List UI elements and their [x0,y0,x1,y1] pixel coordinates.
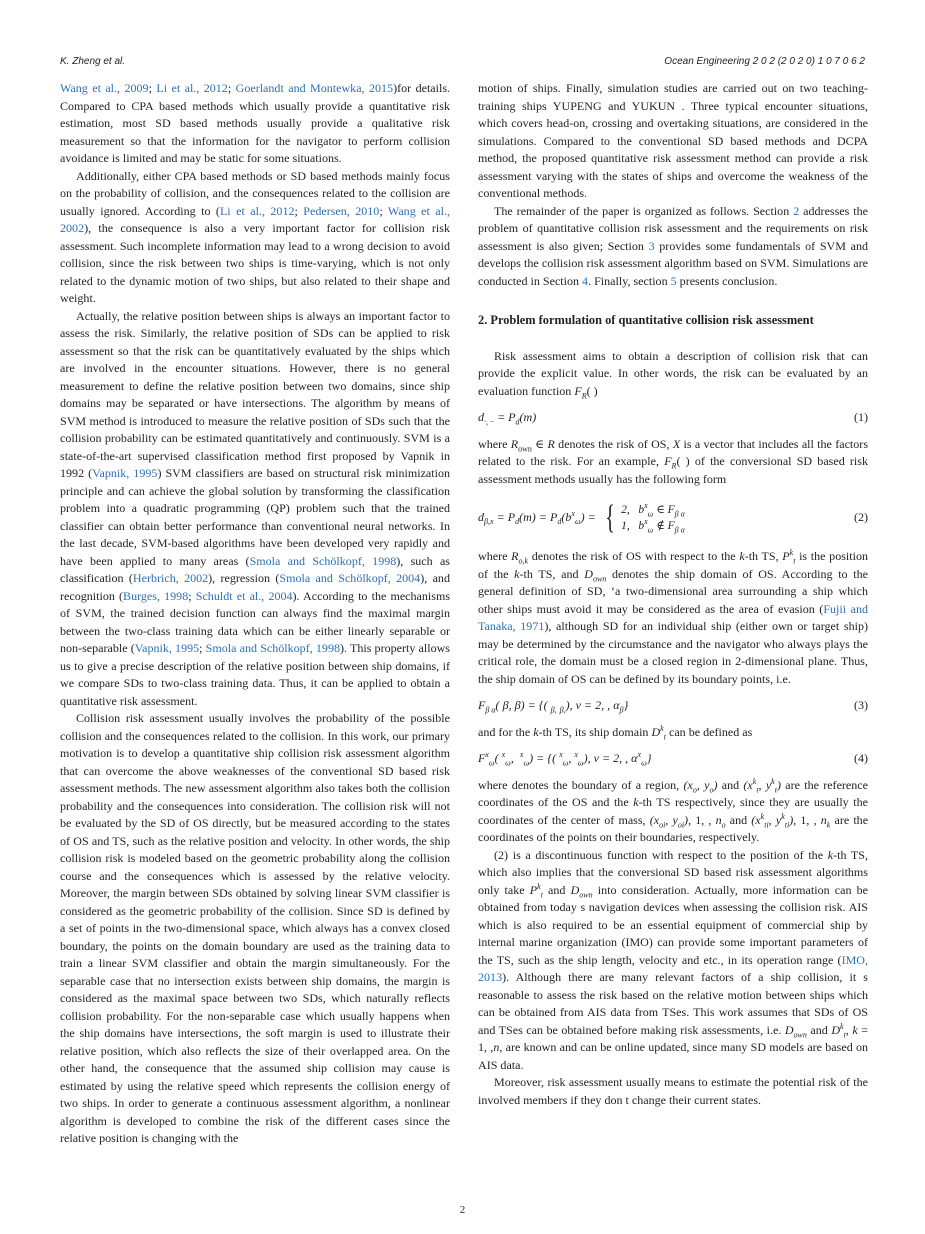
text-run: , are known and can be online updated, since many SD models are based on AIS data. [478,1040,869,1072]
equation-body [478,409,536,427]
math-subscript: β α [674,509,685,519]
text-run: presents conclusion. [676,273,778,288]
header-authors: K. Zheng et al. [60,56,126,67]
text-run: and [717,777,744,792]
text-run: denotes the risk of OS, [554,436,673,451]
text-run: are the reference coordinates of the OS and the [478,777,868,809]
text-run: can be defined as [665,724,753,739]
math-subscript: R [581,390,587,400]
equation-number: (3) [853,698,868,712]
text-run: and for the [478,724,534,739]
math-subscript: t [663,731,666,741]
math-subscript: ω [562,758,569,768]
text-run: -th TS, which also implies that the conversional SD based risk assessment algorithms only take [478,847,868,897]
text-run: ( ) of the conversional SD based risk assessment methods usually has the following form [478,454,868,486]
math-subscript: own [518,443,532,453]
math-symbol: ∈ F [653,504,675,516]
case-line-1 [621,502,685,518]
math-subscript: d [515,517,520,527]
section-link[interactable]: 5 [670,273,677,288]
math-superscript: k [537,881,541,891]
text-run: ), such as classification ( [60,553,450,585]
math-subscript: o [659,819,664,829]
math-subscript: ·, ·· [484,417,495,427]
citation-link[interactable]: Wang et al., 2009 [60,81,149,95]
math-symbol: ( [494,751,502,765]
running-head [60,56,865,67]
math-symbol: k [739,549,745,563]
case-lines [621,502,685,534]
math-symbol: ), v = 2, , α [565,698,620,712]
citation-link[interactable]: Burges, 1998 [123,588,189,603]
text-run: where denotes the boundary of a region, [478,777,684,792]
equation-body [478,501,685,535]
math-symbol: F [664,454,672,468]
text-run: ; [188,588,196,603]
math-symbol: X [672,436,681,451]
math-superscript: k [840,1021,844,1031]
text-run: -th TS respectively, since they are usually the coordinates of the center of mass, [478,795,868,827]
text-run: into consideration. Actually, more information can be obtained from today s navigation devices when assessing the collision risk. AIS which is also required to be an essential equipment of commercial ship by internal marine organization (IMO) can provide some important parameters of the TS, such as the ship length, velocity and etc., in its operation range ( [478,882,869,967]
math-symbol: , y [696,777,710,792]
math-subscript: β,x [484,517,494,527]
page-number: 2 [459,1204,466,1216]
math-symbol: D [831,1022,841,1037]
right-paragraph-7 [478,777,868,847]
math-symbol: F [478,698,486,712]
text-run: are the coordinates of the points on their boundaries, respectively. [478,812,869,844]
math-subscript: k [826,819,831,829]
math-subscript: d [557,517,562,527]
case-line-2 [621,518,685,534]
left-column [60,80,450,1148]
math-subscript: ω [523,758,530,768]
math-symbol: n [493,1040,500,1054]
text-run: ), although SD for an individual ship (either own or target ship) may be determined by the circumstance and the navigator who always plays the critical role, the domain must be a closed region in 2-dimensional plane. Thus, the ship domain of OS can be defined by its boundary points, i.e. [478,619,868,686]
math-subscript: ω [488,758,495,768]
text-run: ), and recognition ( [60,571,450,603]
math-symbol: } [646,751,652,765]
math-symbol: ) = {( [529,751,560,765]
math-subscript: own [579,889,593,899]
math-symbol: } [623,698,629,712]
math-symbol: (m) [519,410,537,424]
left-brace-icon: { [605,499,615,536]
citation-link[interactable]: Vapnik, 1995 [92,466,158,480]
math-superscript: x [574,749,578,759]
math-symbol: (x [743,777,753,792]
text-run: where [478,436,511,451]
math-superscript: x [637,749,642,759]
math-subscript: β, [559,705,566,715]
math-symbol: D [784,1022,794,1037]
equation-body: $F^x_\omega$( $^x_\omega$, $^x_\omega$) = {( $^x_\omega$, $^x_\omega$), v = 2, , $\alpha^x_\omega$} [478,749,652,768]
citation-link[interactable]: Schuldt et al., 2004 [195,588,293,603]
text-run: ; [379,203,388,218]
math-symbol: (x [683,777,693,792]
math-superscript: k [771,776,775,786]
math-subscript: ω [574,517,581,527]
math-symbol: P [529,882,538,897]
math-subscript: t [764,819,767,829]
text-run: Additionally, either CPA based methods or SD based methods mainly focus on the probability of collision, and the consequences related to the collision are usually ignored. According to ( [60,168,450,218]
math-symbol: = P [494,410,516,424]
section-link[interactable]: 4 [582,273,589,288]
math-symbol: k [533,724,539,739]
math-subscript: t [793,556,796,566]
citation-link[interactable]: Goerlandt and Montewka, 2015 [235,81,394,95]
math-superscript: x [644,501,648,511]
equation-number: (2) [853,510,868,525]
math-subscript: o [677,819,682,829]
math-symbol: ( β, β) = {( [495,698,551,712]
math-subscript: t [784,819,787,829]
math-superscript: x [519,749,524,759]
right-paragraph-3 [478,348,868,401]
citation-link[interactable]: Wang et al., 2002 [60,203,451,235]
right-paragraph-6 [478,724,868,742]
math-subscript: own [592,573,607,583]
text-run: and [725,812,752,827]
text-run: denotes the risk of OS with respect to the [528,549,740,563]
left-paragraph-2 [60,168,450,308]
right-paragraph-9: Moreover, risk assessment usually means to estimate the potential risk of the involved members if they don t change their current states. [478,1075,868,1107]
math-symbol: D [570,882,580,897]
math-symbol: ) [776,777,781,792]
citation-link[interactable]: Li et al., 2012 [156,81,228,95]
left-paragraph-4: Collision risk assessment usually involves the probability of the possible collision and the consequences related to the collision. In this work, our primary motivation is to develop a quantitative ship collision risk assessment algorithm that can overcome the above weaknesses of the conventional SD based risk assessment methods. The new assessment algorithm also takes both the collision probability and the consequences into consideration. The collision risk will not be evaluated by the SD of OS directly, but be measured according to the states of OS and TS, such as the relative position and velocity. In other words, the ship collision risk is modeled based on the geometric probability along the collision course and the consequences which is assessed by the relative velocity. Moreover, the margin between SDs obtained by solving linear SVM classifier is considered as the geometric probability of the collision. Since SD is defined by a set of points in the two-dimensional space, which always has a convex closed boundary, the points on the domain boundary are used as the training data to train a linear SVM classifier and obtain the margin simultaneously. For the separable case that no intersection exists between ship domains, the margin is considered as the maximal space between two SDs, which naturally reflects collision probability. For the non-separable case which usually happens when the ship domains have intersections, the soft margin is used to illustrate their relative position, which also reflects the size of their overlapped area. On the other hand, the consequence that the assumed ship collision may cause is estimated by using the relative speed which represents the collision energy of two ships. In order to generate a continuous assessment algorithm, a nonlinear algorithm is developed to combine the risk of the different cases since the relative position is changing with the [60,711,450,1145]
right-paragraph-4 [478,436,868,489]
text-run: ), the consequence is also a very important factor for collision risk assessment. Such incomplete information may lead to a wrong decision to avoid collision, since the risk between two ships is time-varying, which is not only related to the dynamic motion of two ships, but also related to their shape and weight. [60,221,450,305]
math-symbol: , y [768,812,782,827]
math-symbol: (x [649,812,660,827]
math-symbol: R [547,436,555,451]
math-symbol: D [584,566,593,581]
math-symbol: R [510,436,519,451]
text-run: ). Although there are many relevant factors of a ship collision, it s reasonable to assess the risk based on the relative motion between ships which can be obtained from AIS data from TSes. This work assumes that SDs of OS and TSes can be obtained before making risk assessments, i.e. [478,970,868,1037]
math-superscript: k [660,723,664,733]
math-subscript: i [681,819,685,829]
citation-link[interactable]: Vapnik, 1995 [134,641,200,655]
math-symbol: F [478,751,486,765]
equation-number: (4) [853,751,868,765]
text-run: Actually, the relative position between ships is always an important factor to assess the risk. Similarly, the relative position of SDs can be applied to risk assessment so that the risk can be quantitatively evaluated by the ships which are involved in the encounter situations. However, there is no general measurement to define the relative position between two domains, since ship domains may be separated or have intersections. The algorithm by means of SVM method is introduced to measure the relative position of SDs such that the collision probability can be estimated quantitatively and continuously. SVM is a state-of-the-art supervised classification method first proposed by Vapnik in 1992 ( [60,308,450,480]
math-subscript: t [540,889,543,899]
text-run: ; [148,81,157,95]
left-paragraph-3 [60,308,450,711]
math-symbol: d [478,410,485,424]
math-subscript: o,k [518,556,529,566]
equation-1 [478,409,868,427]
text-run: ; [199,641,206,655]
text-run: ). This property allows us to give a precise description of the relative position between ship domains, if we compare SDs to two-class training data. Thus, it can be applied to obtain a quantitative risk assessment. [60,641,450,708]
text-run: provides some fundamentals of SVM and develops the collision risk assessment algorithm based on SVM. Simulations are conducted in Section [478,238,868,288]
text-run: ), regression ( [208,571,280,585]
math-symbol: (m) = P [519,509,558,524]
math-superscript: k [760,811,765,821]
math-subscript: β α [674,525,685,535]
math-superscript: k [752,776,757,786]
equation-body [478,697,628,715]
section-link[interactable]: 2 [793,203,800,218]
right-column [478,80,868,1109]
math-symbol: ) [789,812,794,827]
text-run: addresses the problem of quantitative collision risk assessment and the requirements on risk assessment is also given; Section [478,203,868,253]
math-symbol: b [638,520,645,532]
math-symbol: (b [561,509,572,524]
text-run: is the position of the [478,549,868,581]
citation-link[interactable]: Fujii and Tanaka, 1971 [478,601,869,633]
math-symbol: n [820,812,827,827]
section-heading: 2. Problem formulation of quantitative collision risk assessment [478,313,814,327]
header-journal: Ocean Engineering 2 0 2 (2 0 2 0) 1 0 7 0 6 2 [664,56,865,67]
math-symbol: ∉ F [653,520,675,532]
text-run: , 1, , [688,812,716,827]
math-symbol: (x [751,812,761,827]
math-subscript: β, [550,705,557,715]
math-symbol: P [782,549,790,563]
right-paragraph-8 [478,847,868,1075]
text-run: ; [294,203,304,218]
text-run: -th TS, and [519,566,585,581]
text-run: ). According to the mechanisms of SVM, the trained decision function can always find the maximal margin between the two-class training data which can be either linearly separable or non-separable ( [60,588,451,655]
text-run: )for details. Compared to CPA based methods which usually provide a quantitative risk estimation, most SD based methods usually provide a qualitative risk measurement so that the information for the navigator to perform collision avoidance is limited and may be static for some situations. [60,81,451,165]
text-run: ; [227,81,236,95]
math-subscript: d [515,417,520,427]
text-run: The remainder of the paper is organized as follows. Section [494,203,794,218]
math-subscript: R [671,461,677,471]
math-symbol: b [638,504,645,516]
math-subscript: ω [505,758,511,768]
text-run: ( ) [586,383,598,398]
text-run: -th TS, [744,549,783,563]
right-paragraph-1: motion of ships. Finally, simulation studies are carried out on two teaching-training ships YUPENG and YUKUN . Three typical encounter situations, which covers head-on, crossing and overtaking situations, are considered in the simulations. Compared to the conventional SD based methods and DCPA method, the proposed quantitative risk assessment method can provide a risk assessment varying with the states of ships and overcome the weakness of the conventional methods. [478,81,868,200]
math-symbol: k [514,566,520,581]
math-symbol: n [715,812,722,827]
math-symbol: k [827,847,834,862]
math-subscript: β [619,705,624,715]
math-symbol: k [852,1022,858,1037]
math-subscript: own [793,1029,807,1039]
section-link[interactable]: 3 [648,238,655,253]
math-subscript: ω [577,758,584,768]
citation-link[interactable]: Smola and Schölkopf, 1998 [249,553,397,568]
math-subscript: ω [647,525,654,535]
math-symbol: ) [684,812,689,827]
math-superscript: x [485,749,489,759]
math-subscript: ω [647,509,654,519]
math-symbol: , y [665,812,678,827]
text-run: -th TS, its ship domain [538,724,652,739]
math-symbol: = P [493,509,516,524]
text-run: = 1, , [478,1022,869,1054]
text-run: Risk assessment aims to obtain a description of collision risk that can provide the explicit value. In other words, the risk can be evaluated by an evaluation function [478,348,868,398]
text-run: ∈ [531,436,548,451]
citation-link[interactable]: Smola and Schölkopf, 2004 [279,571,421,585]
math-subscript: t [774,784,777,794]
math-subscript: ω [641,758,647,768]
equation-2 [478,497,868,539]
citation-link[interactable]: IMO, 2013 [478,952,868,984]
math-symbol: F [574,383,582,398]
math-superscript: x [644,517,648,527]
math-superscript: x [559,749,563,759]
math-symbol: ), v = 2, , α [583,751,638,765]
math-symbol: ) = [580,509,599,524]
text-run: , 1, , [793,812,821,827]
math-superscript: k [789,547,794,557]
citation-link[interactable]: Smola and Schölkopf, 1998 [205,641,340,655]
right-paragraph-5 [478,548,868,688]
text-run: (2) is a discontinuous function with respect to the position of the [494,847,828,862]
citation-link[interactable]: Pedersen, 2010 [303,203,380,218]
math-subscript: i [663,819,666,829]
math-symbol: 2, [621,504,630,516]
math-subscript: o [709,784,714,794]
math-subscript: β α [485,705,496,715]
text-run: is a vector that includes all the factors related to the risk. For an example, [478,436,869,468]
math-symbol: D [651,724,661,739]
math-superscript: k [781,811,785,821]
text-run: where [478,549,512,563]
math-symbol: ) [713,777,718,792]
math-subscript: i [766,819,769,829]
math-subscript: t [756,784,759,794]
left-paragraph-1 [60,80,450,168]
math-symbol: R [511,549,519,563]
text-run: . Finally, section [588,273,671,288]
math-subscript: t [843,1029,846,1039]
text-run: ) SVM classifiers are based on structural risk minimization principle and can achieve the global solution by transforming the classification problem into a quadratic programming (QP) problem such that the trained classifier can obtain better performance than conventional neural networks. In the last decade, SVM-based algorithms have been developed very rapidly and have been applied to many areas ( [60,466,451,568]
text-run: and [806,1022,832,1037]
citation-link[interactable]: Herbrich, 2002 [132,571,209,585]
text-run: denotes the ship domain of OS. According to the general definition of SD, ‘a two-dimensional area surrounding a ship which other ships must avoid it may be considered as the area of evasion ( [478,566,868,616]
text-run: and [542,882,571,897]
math-symbol: , y [758,777,772,792]
math-symbol: 1, [621,520,630,532]
equation-3 [478,697,868,715]
cases-block [599,501,685,535]
math-subscript: o [721,819,726,829]
citation-link[interactable]: Li et al., 2012 [219,203,295,218]
math-symbol: k [633,795,639,809]
equation-number: (1) [853,410,868,424]
math-superscript: x [501,749,506,759]
math-subscript: i [786,819,790,829]
text-run: , [845,1022,853,1037]
math-symbol: d [478,509,485,524]
equation-4 [478,750,868,768]
math-subscript: o [692,784,697,794]
right-paragraph-2 [478,203,868,291]
math-superscript: x [571,508,575,518]
